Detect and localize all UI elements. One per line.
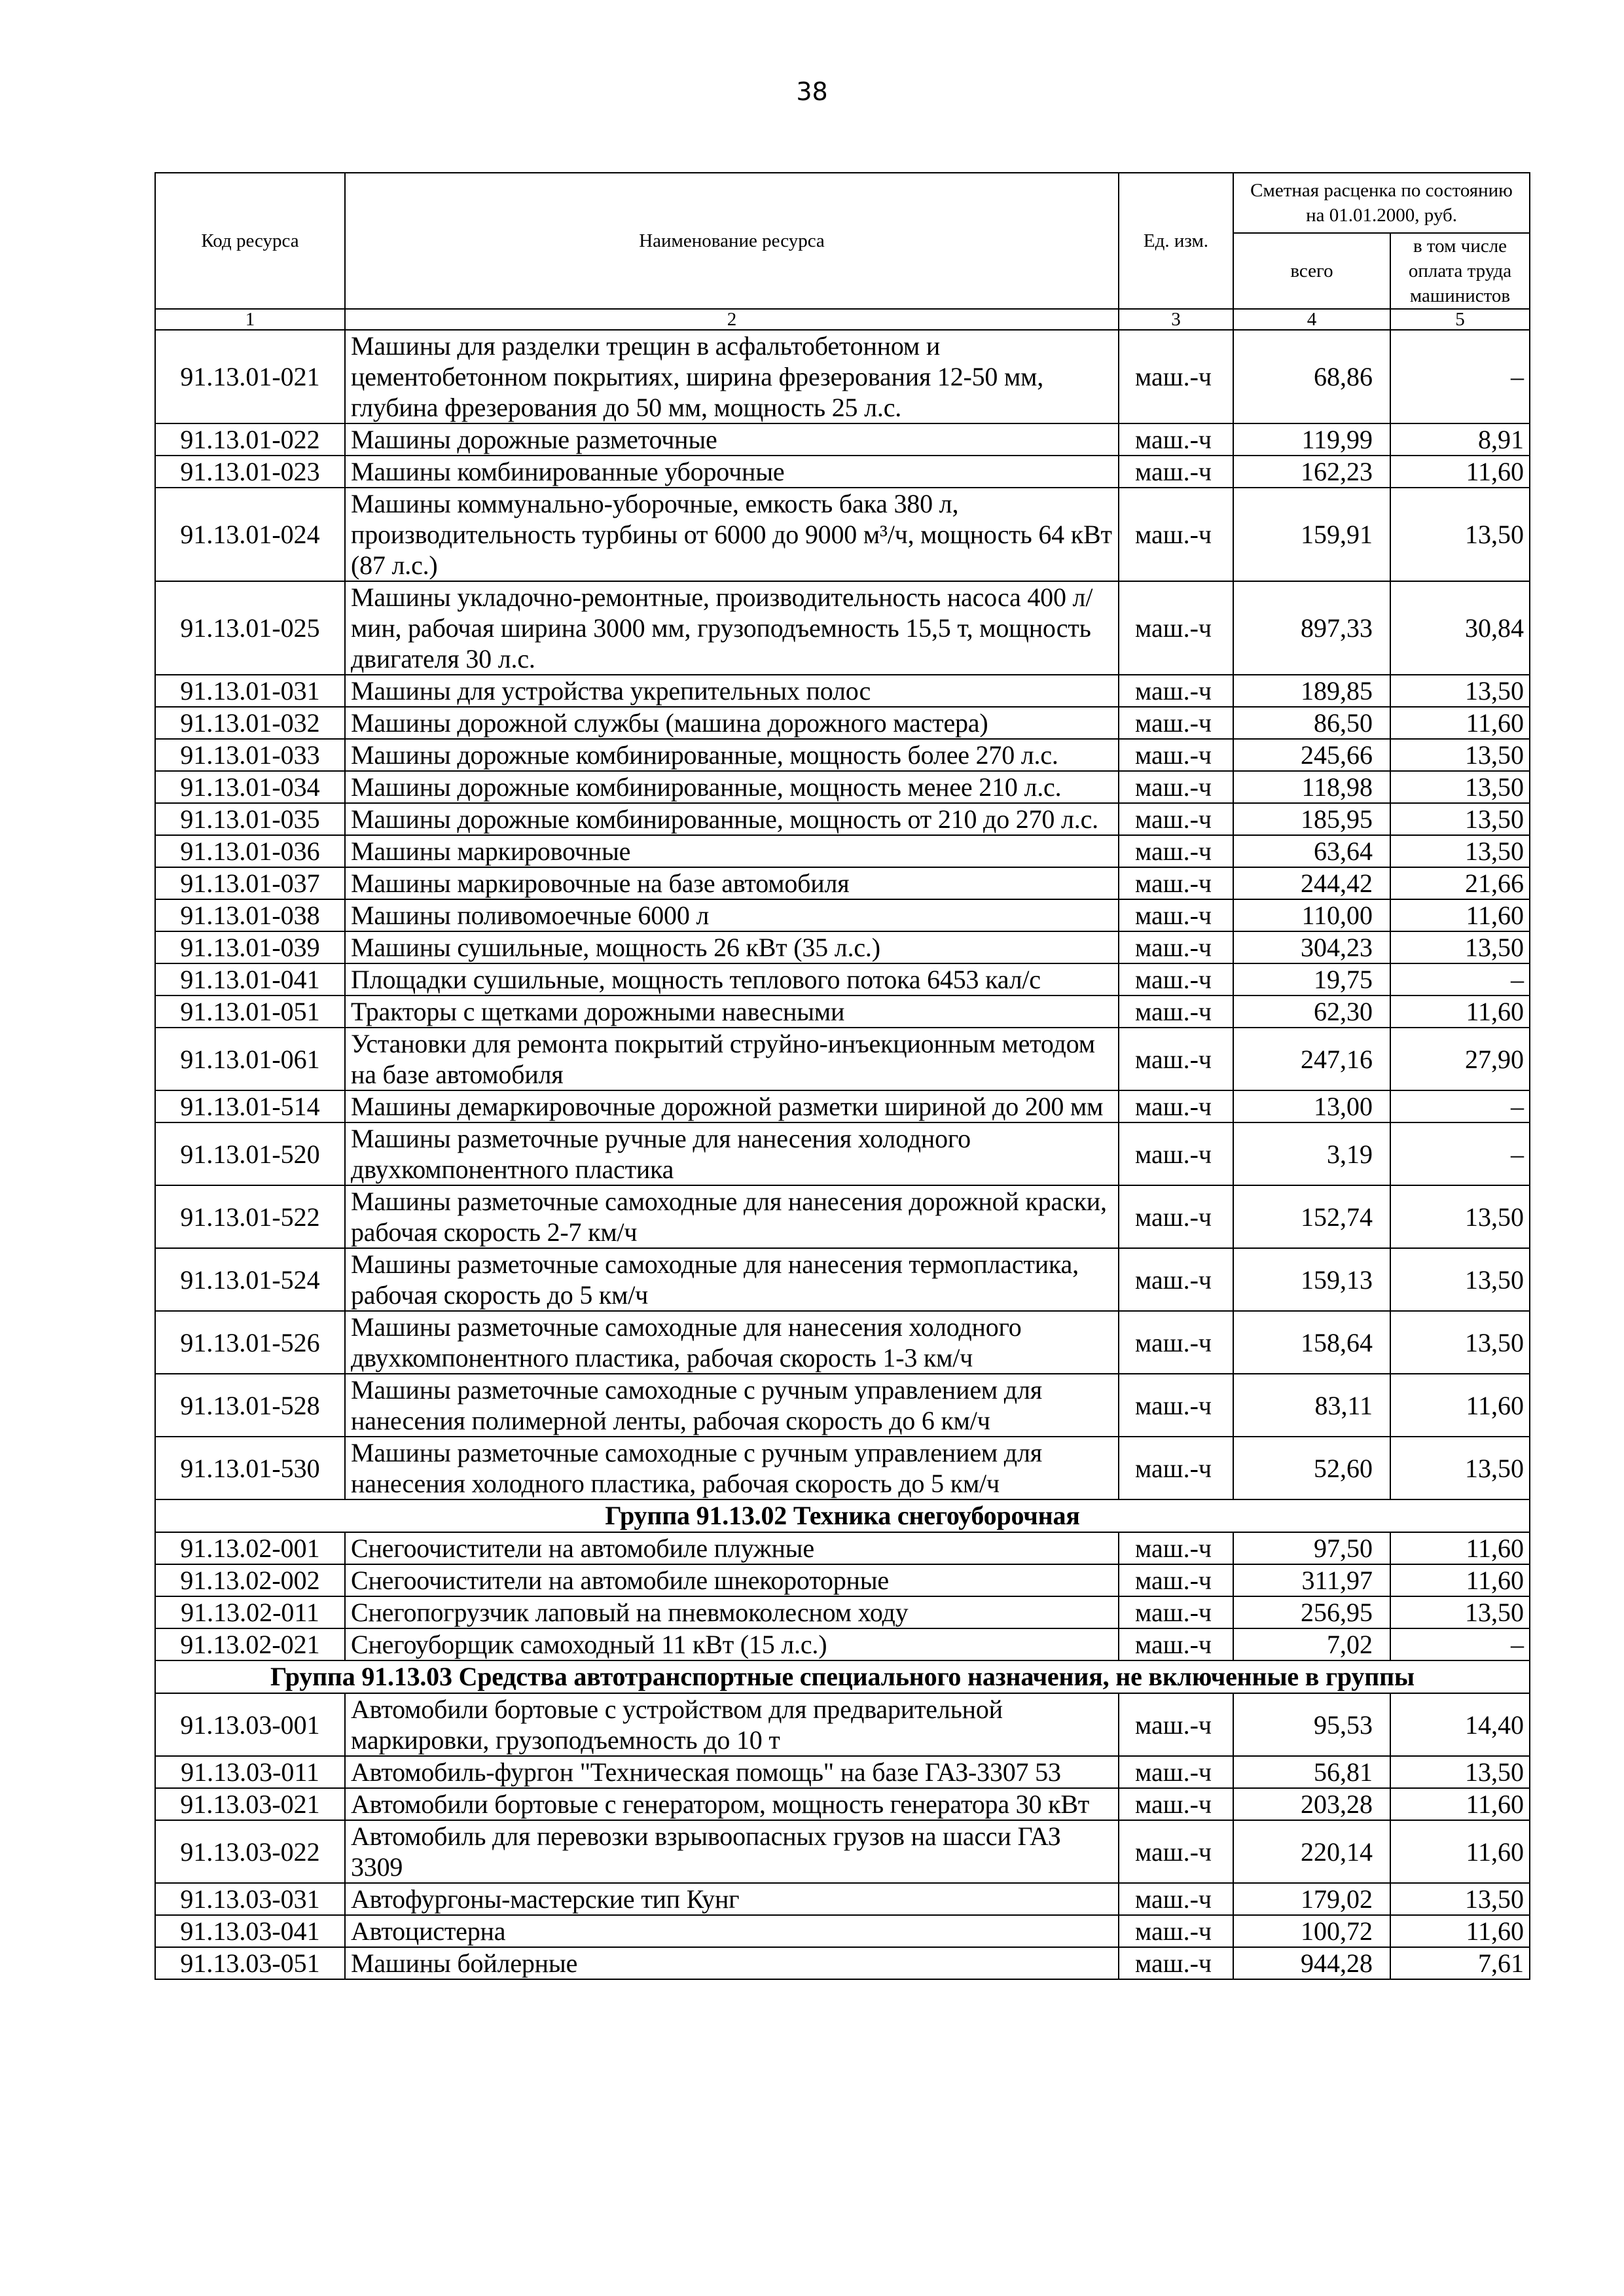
column-number: 4 — [1233, 309, 1390, 330]
resource-name: Машины дорожные комбинированные, мощность от 210 до 270 л.с. — [345, 803, 1119, 835]
total-price: 247,16 — [1233, 1028, 1390, 1090]
total-price: 162,23 — [1233, 456, 1390, 488]
total-price: 68,86 — [1233, 330, 1390, 423]
header-price: Сметная расценка по состоянию на 01.01.2000, руб. — [1233, 173, 1530, 233]
labor-price: 11,60 — [1390, 456, 1530, 488]
table-row — [155, 835, 1530, 867]
table-row — [155, 423, 1530, 456]
unit: маш.-ч — [1119, 1185, 1233, 1248]
unit: маш.-ч — [1119, 488, 1233, 581]
table-row — [155, 1693, 1530, 1756]
table-row — [155, 996, 1530, 1028]
unit: маш.-ч — [1119, 1883, 1233, 1915]
group-title: Группа 91.13.02 Техника снегоуборочная — [155, 1499, 1530, 1532]
total-price: 119,99 — [1233, 423, 1390, 456]
total-price: 159,91 — [1233, 488, 1390, 581]
labor-price: – — [1390, 330, 1530, 423]
resource-name: Машины маркировочные — [345, 835, 1119, 867]
labor-price: 21,66 — [1390, 867, 1530, 899]
unit: маш.-ч — [1119, 707, 1233, 739]
table-row — [155, 1532, 1530, 1564]
resource-name: Машины поливомоечные 6000 л — [345, 899, 1119, 931]
table-row — [155, 963, 1530, 996]
resource-name: Автомобили бортовые с генератором, мощность генератора 30 кВт — [345, 1788, 1119, 1820]
unit: маш.-ч — [1119, 835, 1233, 867]
column-number: 3 — [1119, 309, 1233, 330]
table-row — [155, 1788, 1530, 1820]
table-row — [155, 1185, 1530, 1248]
table-row — [155, 488, 1530, 581]
labor-price: – — [1390, 1122, 1530, 1185]
unit: маш.-ч — [1119, 1756, 1233, 1788]
table-row — [155, 1248, 1530, 1311]
unit: маш.-ч — [1119, 1028, 1233, 1090]
resource-code: 91.13.01-039 — [155, 931, 345, 963]
resource-code: 91.13.02-002 — [155, 1564, 345, 1596]
table-row — [155, 1122, 1530, 1185]
total-price: 256,95 — [1233, 1596, 1390, 1628]
resource-code: 91.13.01-033 — [155, 739, 345, 771]
unit: маш.-ч — [1119, 1437, 1233, 1499]
resource-name: Машины дорожные разметочные — [345, 423, 1119, 456]
resource-code: 91.13.01-038 — [155, 899, 345, 931]
labor-price: 11,60 — [1390, 1374, 1530, 1437]
table-row — [155, 1915, 1530, 1947]
resource-name: Автомобиль-фургон "Техническая помощь" на базе ГАЗ-3307 53 — [345, 1756, 1119, 1788]
unit: маш.-ч — [1119, 1564, 1233, 1596]
labor-price: 13,50 — [1390, 1756, 1530, 1788]
unit: маш.-ч — [1119, 1532, 1233, 1564]
table-row — [155, 1628, 1530, 1660]
labor-price: 11,60 — [1390, 996, 1530, 1028]
labor-price: 13,50 — [1390, 1883, 1530, 1915]
total-price: 159,13 — [1233, 1248, 1390, 1311]
labor-price: 11,60 — [1390, 1788, 1530, 1820]
unit: маш.-ч — [1119, 1628, 1233, 1660]
unit: маш.-ч — [1119, 1915, 1233, 1947]
table-row — [155, 1596, 1530, 1628]
unit: маш.-ч — [1119, 1374, 1233, 1437]
resource-code: 91.13.01-031 — [155, 675, 345, 707]
unit: маш.-ч — [1119, 456, 1233, 488]
resource-code: 91.13.01-023 — [155, 456, 345, 488]
resource-name: Автофургоны-мастерские тип Кунг — [345, 1883, 1119, 1915]
resource-name: Машины комбинированные уборочные — [345, 456, 1119, 488]
total-price: 110,00 — [1233, 899, 1390, 931]
resource-name: Площадки сушильные, мощность теплового потока 6453 кал/с — [345, 963, 1119, 996]
resource-name: Машины маркировочные на базе автомобиля — [345, 867, 1119, 899]
labor-price: 11,60 — [1390, 1820, 1530, 1883]
table-row — [155, 1883, 1530, 1915]
unit: маш.-ч — [1119, 931, 1233, 963]
resource-code: 91.13.01-514 — [155, 1090, 345, 1122]
resource-code: 91.13.03-021 — [155, 1788, 345, 1820]
group-heading-row — [155, 1499, 1530, 1532]
resource-name: Машины дорожной службы (машина дорожного мастера) — [345, 707, 1119, 739]
unit: маш.-ч — [1119, 1248, 1233, 1311]
resource-code: 91.13.03-031 — [155, 1883, 345, 1915]
labor-price: 13,50 — [1390, 771, 1530, 803]
table-row — [155, 1564, 1530, 1596]
resource-code: 91.13.03-051 — [155, 1947, 345, 1979]
column-number-row — [155, 309, 1530, 330]
unit: маш.-ч — [1119, 1122, 1233, 1185]
header-labor: в том числе оплата труда машинистов — [1390, 233, 1530, 309]
labor-price: 27,90 — [1390, 1028, 1530, 1090]
resource-code: 91.13.03-022 — [155, 1820, 345, 1883]
resource-code: 91.13.01-530 — [155, 1437, 345, 1499]
resource-code: 91.13.01-041 — [155, 963, 345, 996]
table-row — [155, 1028, 1530, 1090]
resource-code: 91.13.01-036 — [155, 835, 345, 867]
unit: маш.-ч — [1119, 581, 1233, 675]
total-price: 83,11 — [1233, 1374, 1390, 1437]
labor-price: 13,50 — [1390, 1437, 1530, 1499]
resource-code: 91.13.01-526 — [155, 1311, 345, 1374]
table-row — [155, 1820, 1530, 1883]
resource-code: 91.13.02-021 — [155, 1628, 345, 1660]
resource-name: Машины разметочные самоходные с ручным управлением для нанесения полимерной ленты, рабочая скорость до 6 км/ч — [345, 1374, 1119, 1437]
resource-code: 91.13.01-021 — [155, 330, 345, 423]
labor-price: 13,50 — [1390, 1248, 1530, 1311]
resource-name: Автоцистерна — [345, 1915, 1119, 1947]
labor-price: 11,60 — [1390, 707, 1530, 739]
resource-name: Установки для ремонта покрытий струйно-инъекционным методом на базе автомобиля — [345, 1028, 1119, 1090]
group-title: Группа 91.13.03 Средства автотранспортные специального назначения, не включенные в группы — [155, 1660, 1530, 1693]
resource-code: 91.13.01-524 — [155, 1248, 345, 1311]
table-row — [155, 867, 1530, 899]
resource-name: Машины разметочные самоходные для нанесения термопластика, рабочая скорость до 5 км/ч — [345, 1248, 1119, 1311]
resource-code: 91.13.03-001 — [155, 1693, 345, 1756]
resource-code: 91.13.01-034 — [155, 771, 345, 803]
resource-name: Машины для устройства укрепительных полос — [345, 675, 1119, 707]
labor-price: 8,91 — [1390, 423, 1530, 456]
total-price: 56,81 — [1233, 1756, 1390, 1788]
column-number: 5 — [1390, 309, 1530, 330]
resource-name: Машины укладочно-ремонтные, производительность насоса 400 л/мин, рабочая ширина 3000 мм, грузоподъемность 15,5 т, мощность двигателя 30 л.с. — [345, 581, 1119, 675]
labor-price: 13,50 — [1390, 488, 1530, 581]
total-price: 52,60 — [1233, 1437, 1390, 1499]
labor-price: – — [1390, 1628, 1530, 1660]
labor-price: 11,60 — [1390, 1564, 1530, 1596]
table-row — [155, 1374, 1530, 1437]
group-heading-row — [155, 1660, 1530, 1693]
table-row — [155, 899, 1530, 931]
labor-price: 30,84 — [1390, 581, 1530, 675]
total-price: 97,50 — [1233, 1532, 1390, 1564]
resource-name: Снегопогрузчик лаповый на пневмоколесном ходу — [345, 1596, 1119, 1628]
table-row — [155, 1947, 1530, 1979]
resource-name: Машины сушильные, мощность 26 кВт (35 л.с.) — [345, 931, 1119, 963]
labor-price: 13,50 — [1390, 1311, 1530, 1374]
resource-name: Машины разметочные самоходные с ручным управлением для нанесения холодного пластика, рабочая скорость до 5 км/ч — [345, 1437, 1119, 1499]
resource-code: 91.13.01-035 — [155, 803, 345, 835]
labor-price: 13,50 — [1390, 739, 1530, 771]
resource-code: 91.13.01-022 — [155, 423, 345, 456]
labor-price: 11,60 — [1390, 1532, 1530, 1564]
resource-name: Машины демаркировочные дорожной разметки шириной до 200 мм — [345, 1090, 1119, 1122]
resource-code: 91.13.02-011 — [155, 1596, 345, 1628]
total-price: 244,42 — [1233, 867, 1390, 899]
labor-price: – — [1390, 963, 1530, 996]
total-price: 304,23 — [1233, 931, 1390, 963]
unit: маш.-ч — [1119, 899, 1233, 931]
resource-code: 91.13.01-522 — [155, 1185, 345, 1248]
total-price: 179,02 — [1233, 1883, 1390, 1915]
unit: маш.-ч — [1119, 803, 1233, 835]
header-unit: Ед. изм. — [1119, 173, 1233, 309]
resource-name: Машины дорожные комбинированные, мощность более 270 л.с. — [345, 739, 1119, 771]
column-number: 1 — [155, 309, 345, 330]
unit: маш.-ч — [1119, 739, 1233, 771]
total-price: 63,64 — [1233, 835, 1390, 867]
table-row — [155, 1756, 1530, 1788]
total-price: 13,00 — [1233, 1090, 1390, 1122]
resource-code: 91.13.02-001 — [155, 1532, 345, 1564]
total-price: 203,28 — [1233, 1788, 1390, 1820]
unit: маш.-ч — [1119, 963, 1233, 996]
labor-price: 13,50 — [1390, 803, 1530, 835]
table-row — [155, 581, 1530, 675]
header-name: Наименование ресурса — [345, 173, 1119, 309]
resource-code: 91.13.01-520 — [155, 1122, 345, 1185]
resource-rows — [155, 330, 1530, 1979]
resource-name: Машины разметочные самоходные для нанесения дорожной краски, рабочая скорость 2-7 км/ч — [345, 1185, 1119, 1248]
total-price: 62,30 — [1233, 996, 1390, 1028]
unit: маш.-ч — [1119, 1596, 1233, 1628]
table-row — [155, 803, 1530, 835]
resource-code: 91.13.01-024 — [155, 488, 345, 581]
unit: маш.-ч — [1119, 1820, 1233, 1883]
table-row — [155, 330, 1530, 423]
resource-code: 91.13.01-032 — [155, 707, 345, 739]
labor-price: – — [1390, 1090, 1530, 1122]
labor-price: 11,60 — [1390, 899, 1530, 931]
table-row — [155, 739, 1530, 771]
table-row — [155, 1437, 1530, 1499]
unit: маш.-ч — [1119, 867, 1233, 899]
total-price: 897,33 — [1233, 581, 1390, 675]
resource-name: Снегоочистители на автомобиле шнекороторные — [345, 1564, 1119, 1596]
total-price: 100,72 — [1233, 1915, 1390, 1947]
table-row — [155, 675, 1530, 707]
resource-code: 91.13.03-011 — [155, 1756, 345, 1788]
resource-name: Машины разметочные ручные для нанесения холодного двухкомпонентного пластика — [345, 1122, 1119, 1185]
labor-price: 13,50 — [1390, 675, 1530, 707]
header-code: Код ресурса — [155, 173, 345, 309]
unit: маш.-ч — [1119, 1947, 1233, 1979]
resource-name: Снегоочистители на автомобиле плужные — [345, 1532, 1119, 1564]
table-row — [155, 931, 1530, 963]
resource-name: Машины коммунально-уборочные, емкость бака 380 л, производительность турбины от 6000 до 9000 м³/ч, мощность 64 кВт (87 л.с.) — [345, 488, 1119, 581]
total-price: 311,97 — [1233, 1564, 1390, 1596]
resource-name: Автомобиль для перевозки взрывоопасных грузов на шасси ГАЗ 3309 — [345, 1820, 1119, 1883]
resource-name: Машины дорожные комбинированные, мощность менее 210 л.с. — [345, 771, 1119, 803]
resource-name: Машины разметочные самоходные для нанесения холодного двухкомпонентного пластика, рабочая скорость 1-3 км/ч — [345, 1311, 1119, 1374]
total-price: 19,75 — [1233, 963, 1390, 996]
unit: маш.-ч — [1119, 423, 1233, 456]
total-price: 152,74 — [1233, 1185, 1390, 1248]
unit: маш.-ч — [1119, 996, 1233, 1028]
total-price: 220,14 — [1233, 1820, 1390, 1883]
labor-price: 13,50 — [1390, 1596, 1530, 1628]
total-price: 7,02 — [1233, 1628, 1390, 1660]
table-row — [155, 707, 1530, 739]
unit: маш.-ч — [1119, 1788, 1233, 1820]
table-row — [155, 1090, 1530, 1122]
total-price: 158,64 — [1233, 1311, 1390, 1374]
unit: маш.-ч — [1119, 1090, 1233, 1122]
total-price: 95,53 — [1233, 1693, 1390, 1756]
total-price: 3,19 — [1233, 1122, 1390, 1185]
resource-name: Машины бойлерные — [345, 1947, 1119, 1979]
resource-code: 91.13.01-061 — [155, 1028, 345, 1090]
resource-table — [154, 172, 1530, 1980]
resource-name: Машины для разделки трещин в асфальтобетонном и цементобетонном покрытиях, ширина фрезерования 12-50 мм, глубина фрезерования до 50 мм, мощность 25 л.с. — [345, 330, 1119, 423]
table-row — [155, 771, 1530, 803]
unit: маш.-ч — [1119, 771, 1233, 803]
labor-price: 13,50 — [1390, 931, 1530, 963]
resource-code: 91.13.01-025 — [155, 581, 345, 675]
resource-name: Автомобили бортовые с устройством для предварительной маркировки, грузоподъемность до 10 т — [345, 1693, 1119, 1756]
labor-price: 11,60 — [1390, 1915, 1530, 1947]
unit: маш.-ч — [1119, 1311, 1233, 1374]
labor-price: 13,50 — [1390, 1185, 1530, 1248]
resource-code: 91.13.01-051 — [155, 996, 345, 1028]
total-price: 86,50 — [1233, 707, 1390, 739]
total-price: 118,98 — [1233, 771, 1390, 803]
page-number: 38 — [796, 77, 828, 106]
table-row — [155, 456, 1530, 488]
unit: маш.-ч — [1119, 330, 1233, 423]
resource-code: 91.13.01-528 — [155, 1374, 345, 1437]
total-price: 189,85 — [1233, 675, 1390, 707]
resource-name: Снегоуборщик самоходный 11 кВт (15 л.с.) — [345, 1628, 1119, 1660]
labor-price: 14,40 — [1390, 1693, 1530, 1756]
resource-code: 91.13.03-041 — [155, 1915, 345, 1947]
resource-code: 91.13.01-037 — [155, 867, 345, 899]
unit: маш.-ч — [1119, 675, 1233, 707]
labor-price: 13,50 — [1390, 835, 1530, 867]
total-price: 944,28 — [1233, 1947, 1390, 1979]
unit: маш.-ч — [1119, 1693, 1233, 1756]
resource-name: Тракторы с щетками дорожными навесными — [345, 996, 1119, 1028]
labor-price: 7,61 — [1390, 1947, 1530, 1979]
total-price: 185,95 — [1233, 803, 1390, 835]
header-total: всего — [1233, 233, 1390, 309]
total-price: 245,66 — [1233, 739, 1390, 771]
table-row — [155, 1311, 1530, 1374]
column-number: 2 — [345, 309, 1119, 330]
